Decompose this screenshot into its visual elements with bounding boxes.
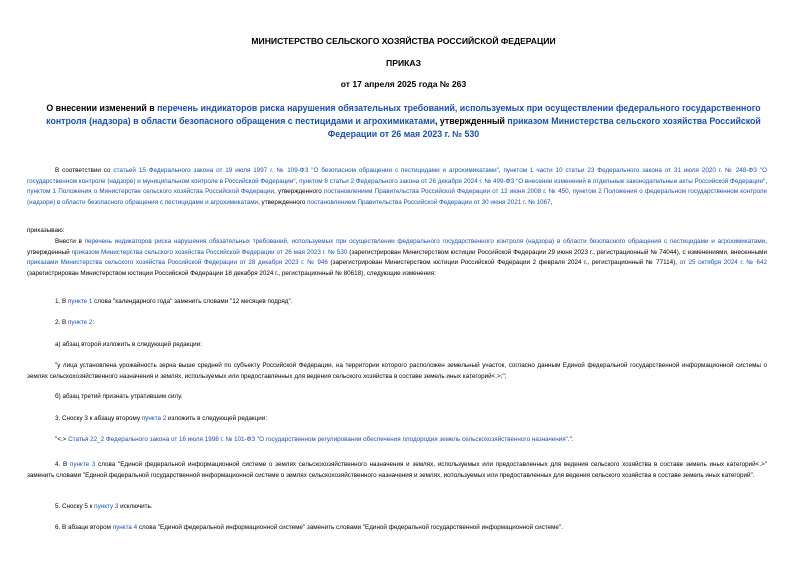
link-order-642[interactable]: от 25 октября 2024 г. № 642 bbox=[679, 259, 767, 267]
paragraph-text: слова "календарного года" заменить словами "12 месяцев подряд". bbox=[92, 298, 293, 305]
item-2a: а) абзац второй изложить в следующей редакции: bbox=[55, 341, 202, 348]
link-ministry-regulation[interactable]: пунктом 1 Положения о Министерстве сельского хозяйства Российской Федерации bbox=[27, 188, 275, 196]
paragraph-text: 3. Сноску 3 к абзацу второму bbox=[55, 415, 142, 422]
document-type: ПРИКАЗ bbox=[386, 58, 421, 68]
paragraph-text: .". bbox=[567, 436, 574, 443]
link-law-248[interactable]: пунктом 1 части 10 статьи 23 Федерального закона от 31 июля 2020 г. № 248-ФЗ "О государственном контроле (надзоре) и муниципальном контроле в Российской Федерации" bbox=[27, 167, 768, 185]
item-4 bbox=[27, 460, 767, 481]
paragraph-text: 5. Сноску 5 к bbox=[55, 503, 95, 510]
item-1 bbox=[27, 297, 767, 308]
paragraph-text: , bbox=[765, 177, 768, 185]
paragraph-text: 6. В абзаце втором bbox=[55, 524, 113, 531]
quote-2 bbox=[27, 435, 767, 446]
item-2 bbox=[27, 318, 767, 329]
item-5 bbox=[27, 502, 767, 513]
paragraph-text: 2. В bbox=[55, 319, 68, 326]
paragraph-text: (зарегистрирован Министерством юстиции Российской Федерации 29 июня 2023 г., регистрационный № 74044), с изменениями, внесенными bbox=[347, 248, 768, 256]
paragraph-text: , утвержденного bbox=[274, 188, 324, 196]
paragraph-text: , утвержденный bbox=[27, 238, 767, 256]
link-resolution-1067[interactable]: постановлением Правительства Российской Федерации от 30 июня 2021 г. № 1067 bbox=[307, 198, 551, 206]
link-point-4[interactable]: пункта 4 bbox=[112, 524, 138, 531]
link-law-101[interactable]: Статья 22_2 Федерального закона от 16 июля 1998 г. № 101-ФЗ "О государственном регулировании обеспечения плодородия земель сельскохозяйственного назначения" bbox=[68, 436, 568, 443]
link-law-499[interactable]: пунктом 8 статьи 2 Федерального закона от 26 декабря 2024 г. № 499-ФЗ "О внесении изменений в отдельные законодательные акты Российской Федерации" bbox=[299, 177, 766, 185]
paragraph-text: (зарегистрирован Министерством юстиции Российской Федерации 18 декабря 2024 г., регистрационный № 80618), следующие изменения: bbox=[27, 269, 436, 277]
link-point-2[interactable]: пункте 2 bbox=[67, 319, 93, 326]
paragraph-text: В соответствии со bbox=[55, 167, 114, 174]
preamble-paragraph bbox=[27, 166, 767, 208]
paragraph-text: "<.> bbox=[55, 436, 69, 443]
link-control-regulation[interactable]: пунктом 2 Положения о федеральном государственном контроле (надзоре) в области безопасного обращения с пестицидами и агрохимикатами bbox=[27, 188, 767, 206]
paragraph-text: (зарегистрирован Министерством юстиции Российской Федерации 2 февраля 2024 г., регистрационный № 77114), bbox=[327, 259, 680, 267]
item-2b: б) абзац третий признать утратившим силу. bbox=[55, 393, 183, 400]
order-word: приказываю: bbox=[27, 227, 65, 234]
title-text: , утвержденный bbox=[435, 116, 508, 126]
paragraph-text: , bbox=[568, 188, 573, 196]
document-title bbox=[40, 102, 767, 141]
title-text: О внесении изменений в bbox=[46, 103, 158, 113]
paragraph-text: , bbox=[295, 177, 300, 185]
paragraph-text: : bbox=[92, 319, 95, 326]
paragraph-text: 4. В bbox=[55, 461, 70, 468]
paragraph-text: слова "Единой федеральной информационной системе" заменить словами "Единой федеральной государственной информационной системе". bbox=[137, 524, 563, 531]
link-resolution-450[interactable]: постановлением Правительства Российской Федерации от 12 июня 2008 г. № 450 bbox=[323, 188, 569, 196]
link-indicator-list[interactable]: перечень индикаторов риска нарушения обязательных требований, используемых при осуществлении федерального государственного контроля (надзора) в области безопасного обращения с пестицидами и агрохимикатами bbox=[84, 238, 766, 245]
intro-paragraph bbox=[27, 237, 767, 279]
item-3 bbox=[27, 414, 767, 425]
title-link-order[interactable]: приказом Министерства сельского хозяйства Российской Федерации от 26 мая 2023 г. № 530 bbox=[327, 116, 761, 139]
paragraph-text: , утвержденного bbox=[258, 198, 308, 206]
title-link-list[interactable]: перечень индикаторов риска нарушения обязательных требований, используемых при осуществлении федерального государственного контроля (надзора) в области безопасного обращения с пестицидами и агрохимикатами bbox=[46, 103, 761, 126]
link-order-946[interactable]: приказами Министерства сельского хозяйства Российской Федерации от 28 декабря 2023 г. № 946 bbox=[27, 259, 328, 267]
ministry-header: МИНИСТЕРСТВО СЕЛЬСКОГО ХОЗЯЙСТВА РОССИЙСКОЙ ФЕДЕРАЦИИ bbox=[251, 36, 556, 46]
link-point-1[interactable]: пункте 1 bbox=[67, 298, 93, 305]
link-order-530[interactable]: приказом Министерства сельского хозяйства Российской Федерации от 26 мая 2023 г. № 530 bbox=[71, 248, 348, 256]
document-date: от 17 апреля 2025 года № 263 bbox=[340, 79, 467, 89]
link-law-109[interactable]: статьей 15 Федерального закона от 19 июля 1997 г. № 109-ФЗ "О безопасном обращении с пестицидами и агрохимикатами" bbox=[113, 167, 499, 174]
paragraph-text: 1. В bbox=[55, 298, 68, 305]
paragraph-text: , bbox=[498, 167, 504, 174]
paragraph-text: исключить. bbox=[118, 503, 153, 510]
paragraph-text: Внести в bbox=[55, 238, 85, 245]
paragraph-text: слова "Единой федеральной информационной системе о землях сельскохозяйственного назначения и землях, используемых или предоставленных для ведения сельского хозяйства в составе земель иных категорий<.>" заменить словами "Единой федеральной государственной информационной системе о землях сельскохозяйственного назначения и землях, используемых или предоставленных для ведения сельского хозяйства в составе земель иных категорий". bbox=[27, 461, 768, 479]
link-point-3[interactable]: пункте 3 bbox=[69, 461, 96, 468]
link-point-3-footnote[interactable]: пункту 3 bbox=[94, 503, 119, 510]
paragraph-text: , bbox=[550, 198, 553, 206]
paragraph-text: изложить в следующей редакции: bbox=[166, 415, 268, 422]
quote-1: "у лица установлена урожайность зерна выше средней по субъекту Российской Федерации, на территории которого расположен земельный участок, согласно данным Единой федеральной государственной информационной системы о землях сельскохозяйственного назначения и землях, используемых или предоставленных для ведения сельского хозяйства в составе земель иных категорий<.>;"; bbox=[27, 362, 767, 380]
item-6 bbox=[27, 523, 767, 534]
link-point-2-footnote[interactable]: пункта 2 bbox=[141, 415, 167, 422]
